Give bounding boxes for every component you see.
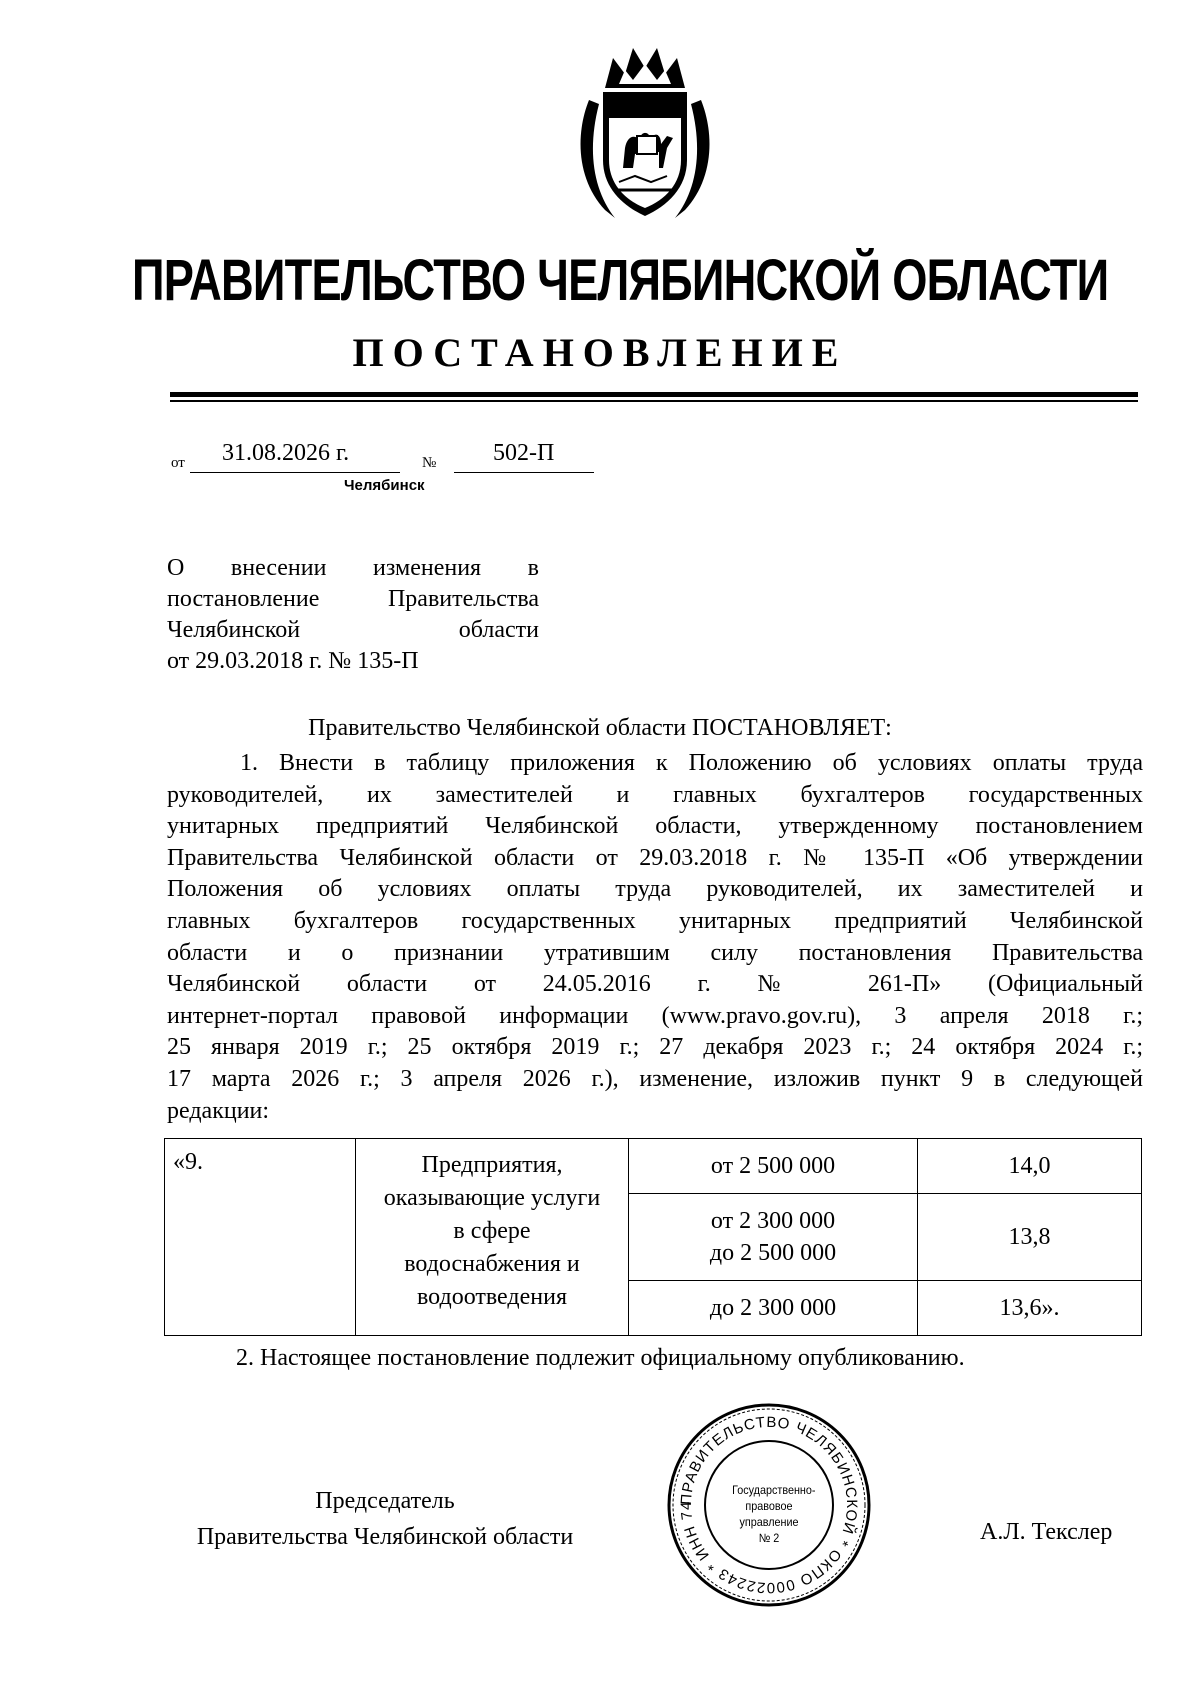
paragraph-line: области и о признании утратившим силу постановления Правительства	[167, 939, 1143, 966]
stamp-line: управление	[739, 1515, 799, 1529]
enterprise-line: водоотведения	[417, 1284, 567, 1310]
preamble: Правительство Челябинской области ПОСТАНОВЛЯЕТ:	[308, 715, 892, 741]
number-label: №	[422, 455, 437, 471]
paragraph-line: унитарных предприятий Челябинской области, утвержденному постановлением	[167, 813, 1143, 840]
stamp-inner-text	[732, 1482, 816, 1546]
subject-line: О внесении изменения в	[167, 555, 539, 581]
range-cell	[629, 1281, 918, 1336]
paragraph-line: главных бухгалтеров государственных унитарных предприятий Челябинской	[167, 907, 1143, 934]
document-type-title: ПОСТАНОВЛЕНИЕ	[352, 330, 848, 375]
position-line: Правительства Челябинской области	[196, 1524, 574, 1550]
range-line: от 2 500 000	[710, 1153, 836, 1179]
item-2-paragraph: 2. Настоящее постановление подлежит официальному опубликованию.	[236, 1345, 965, 1371]
position-line: Председатель	[315, 1488, 455, 1514]
range-cell	[629, 1139, 918, 1194]
subject-line: постановление Правительства	[167, 586, 539, 612]
stamp-line: Государственно-	[732, 1483, 816, 1497]
paragraph-line: руководителей, их заместителей и главных бухгалтеров государственных	[167, 781, 1143, 808]
header-rule-thick	[170, 392, 1138, 397]
document-number: 502-П	[493, 440, 555, 466]
enterprise-line: в сфере	[453, 1218, 531, 1244]
salary-ratio-table	[164, 1138, 1142, 1336]
paragraph-line: интернет-портал правовой информации (www.pravo.gov.ru), 3 апреля 2018 г.;	[167, 1002, 1143, 1029]
number-underline	[454, 472, 594, 473]
range-line: до 2 300 000	[709, 1295, 837, 1321]
table-row	[165, 1139, 1142, 1194]
paragraph-line: Положения об условиях оплаты труда руководителей, их заместителей и	[167, 876, 1143, 903]
subject-line: Челябинской области	[167, 617, 539, 643]
document-subject	[167, 553, 539, 677]
enterprise-line: Предприятия,	[421, 1152, 563, 1178]
stamp-ring-text: ПРАВИТЕЛЬСТВО ЧЕЛЯБИНСКОЙ * ОКПО 00022243 * ИНН 74	[677, 1413, 861, 1597]
official-stamp	[664, 1400, 874, 1610]
stamp-line: № 2	[758, 1531, 780, 1545]
paragraph-line: Челябинской области от 24.05.2016 г. № 261-П» (Официальный	[167, 971, 1143, 998]
enterprise-cell	[356, 1139, 629, 1336]
range-line: от 2 300 000	[710, 1208, 836, 1234]
stamp-line: правовое	[745, 1499, 793, 1513]
date-label: от	[171, 455, 185, 471]
paragraph-line: Правительства Челябинской области от 29.03.2018 г. № 135-П «Об утверждении	[167, 844, 1143, 871]
range-cell	[629, 1194, 918, 1281]
organization-title: ПРАВИТЕЛЬСТВО ЧЕЛЯБИНСКОЙ ОБЛАСТИ	[132, 248, 1109, 313]
paragraph-line: редакции:	[167, 1097, 270, 1124]
paragraph-line: 17 марта 2026 г.; 3 апреля 2026 г.), изменение, изложив пункт 9 в следующей	[167, 1065, 1143, 1092]
ratio-cell: 13,6».	[918, 1281, 1142, 1336]
signatory-position	[160, 1483, 610, 1555]
ratio-cell: 13,8	[918, 1194, 1142, 1281]
range-line: до 2 500 000	[709, 1240, 837, 1266]
enterprise-line: водоснабжения и	[404, 1251, 580, 1277]
item-number-cell: «9.	[165, 1139, 356, 1336]
date-underline	[190, 472, 400, 473]
signatory-name: А.Л. Текслер	[980, 1519, 1113, 1545]
document-date: 31.08.2026 г.	[222, 440, 350, 466]
coat-of-arms-icon	[575, 40, 715, 225]
document-city: Челябинск	[344, 477, 425, 494]
paragraph-line: 25 января 2019 г.; 25 октября 2019 г.; 27 декабря 2023 г.; 24 октября 2024 г.;	[167, 1034, 1143, 1061]
subject-line: от 29.03.2018 г. № 135-П	[167, 648, 419, 674]
ratio-cell: 14,0	[918, 1139, 1142, 1194]
paragraph-line: 1. Внести в таблицу приложения к Положению об условиях оплаты труда	[240, 750, 1143, 776]
item-1-paragraph	[167, 748, 1143, 1127]
enterprise-line: оказывающие услуги	[383, 1185, 601, 1211]
header-rule-thin	[170, 400, 1138, 402]
